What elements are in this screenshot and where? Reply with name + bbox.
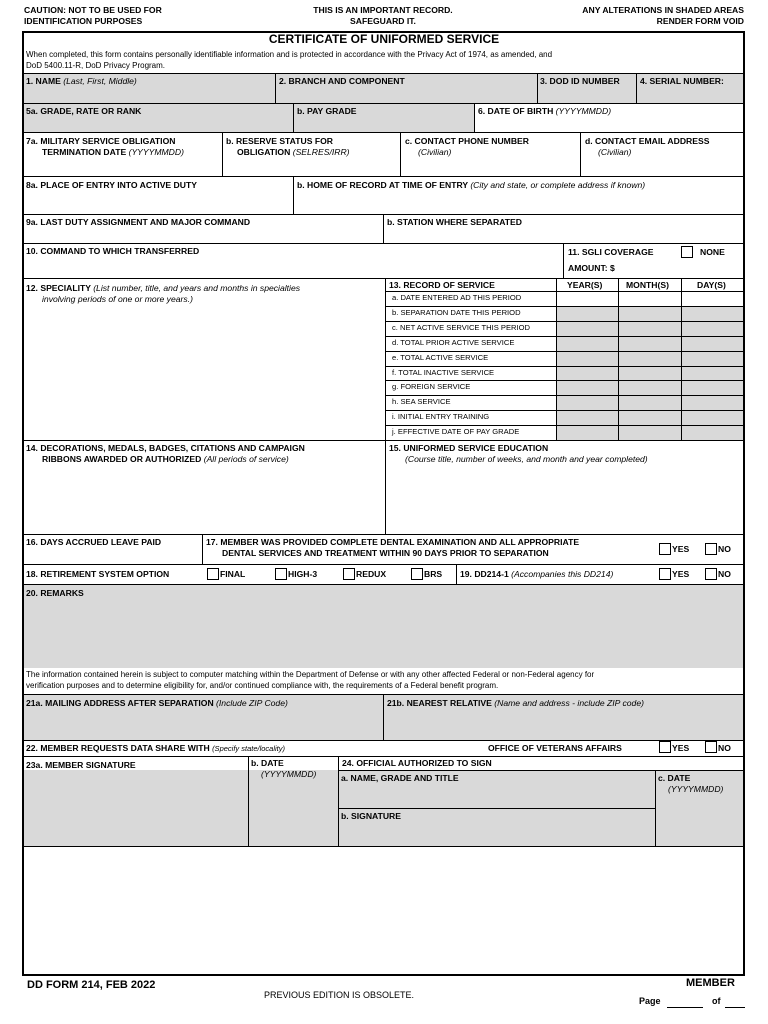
- va-no-label: NO: [718, 743, 731, 753]
- record-row-label: e. TOTAL ACTIVE SERVICE: [392, 353, 489, 362]
- remarks-label: 20. REMARKS: [26, 588, 84, 598]
- grade-label: 5a. GRADE, RATE OR RANK: [26, 106, 142, 116]
- member-date-label: b. DATE (YYYYMMDD): [251, 758, 317, 779]
- obligation-label: 7a. MILITARY SERVICE OBLIGATION TERMINATION DATE (YYYYMMDD): [26, 136, 184, 157]
- matching-notice-2: verification purposes and to determine eligibility for, and/or continued compliance with, the requirements of a Federal benefit program.: [26, 681, 499, 690]
- pay-grade-label: b. PAY GRADE: [297, 106, 357, 116]
- va-yes-checkbox[interactable]: [659, 741, 671, 753]
- record-row-divider: [386, 425, 744, 426]
- record-row-label: j. EFFECTIVE DATE OF PAY GRADE: [392, 427, 520, 436]
- dd214-1-yes-checkbox[interactable]: [659, 568, 671, 580]
- record-row-divider: [386, 410, 744, 411]
- record-row-label: b. SEPARATION DATE THIS PERIOD: [392, 308, 521, 317]
- record-row-divider: [386, 366, 744, 367]
- of-label: of: [712, 996, 721, 1006]
- redux-label: REDUX: [356, 569, 387, 579]
- col-years: YEAR(S): [567, 280, 603, 290]
- record-row-divider: [386, 351, 744, 352]
- col-months: MONTH(S): [626, 280, 669, 290]
- form-frame: [22, 31, 745, 976]
- final-checkbox[interactable]: [207, 568, 219, 580]
- mailing-address-label: 21a. MAILING ADDRESS AFTER SEPARATION (Include ZIP Code): [26, 698, 288, 708]
- official-name-label: a. NAME, GRADE AND TITLE: [341, 773, 459, 783]
- dd214-1-no-checkbox[interactable]: [705, 568, 717, 580]
- record-row-label: d. TOTAL PRIOR ACTIVE SERVICE: [392, 338, 515, 347]
- official-date-label: c. DATE (YYYYMMDD): [658, 773, 724, 794]
- dd214-1-no-label: NO: [718, 569, 731, 579]
- leave-paid-label: 16. DAYS ACCRUED LEAVE PAID: [26, 537, 162, 547]
- page-label: Page: [639, 996, 661, 1006]
- record-row-label: h. SEA SERVICE: [392, 397, 451, 406]
- redux-checkbox[interactable]: [343, 568, 355, 580]
- page-number-blank[interactable]: [667, 1007, 703, 1008]
- high3-checkbox[interactable]: [275, 568, 287, 580]
- nearest-relative-label: 21b. NEAREST RELATIVE (Name and address - include ZIP code): [387, 698, 644, 708]
- sgli-none-checkbox[interactable]: [681, 246, 693, 258]
- alterations-note: ANY ALTERATIONS IN SHADED AREAS RENDER FORM VOID: [582, 5, 744, 26]
- record-row-label: c. NET ACTIVE SERVICE THIS PERIOD: [392, 323, 530, 332]
- dental-yes-checkbox[interactable]: [659, 543, 671, 555]
- decorations-label: 14. DECORATIONS, MEDALS, BADGES, CITATIONS AND CAMPAIGN RIBBONS AWARDED OR AUTHORIZED (All periods of service): [26, 443, 305, 464]
- sgli-label: 11. SGLI COVERAGE: [568, 247, 654, 257]
- copy-designation: MEMBER: [686, 977, 735, 989]
- dod-id-label: 3. DOD ID NUMBER: [540, 76, 620, 86]
- veterans-affairs-label: OFFICE OF VETERANS AFFAIRS: [488, 743, 622, 753]
- va-no-checkbox[interactable]: [705, 741, 717, 753]
- va-yes-label: YES: [672, 743, 690, 753]
- brs-label: BRS: [424, 569, 443, 579]
- name-label: 1. NAME (Last, First, Middle): [26, 76, 137, 86]
- brs-checkbox[interactable]: [411, 568, 423, 580]
- matching-notice-1: The information contained herein is subject to computer matching within the Department of Defense or with any other affected Federal or non-Federal agency for: [26, 670, 595, 679]
- record-row-divider: [386, 395, 744, 396]
- member-signature-label: 23a. MEMBER SIGNATURE: [26, 760, 136, 770]
- command-transferred-label: 10. COMMAND TO WHICH TRANSFERRED: [26, 246, 200, 256]
- record-of-service-label: 13. RECORD OF SERVICE: [389, 280, 495, 290]
- privacy-line-2: DoD 5400.11-R, DoD Privacy Program.: [26, 61, 166, 70]
- record-row-divider: [386, 336, 744, 337]
- caution-note: CAUTION: NOT TO BE USED FOR IDENTIFICATION PURPOSES: [24, 5, 162, 26]
- email-label: d. CONTACT EMAIL ADDRESS (Civilian): [585, 136, 710, 157]
- privacy-line-1: When completed, this form contains personally identifiable information and is protected in accordance with the Privacy Act of 1974, as amended, and: [26, 50, 553, 59]
- record-row-label: f. TOTAL INACTIVE SERVICE: [392, 368, 495, 377]
- record-row-label: a. DATE ENTERED AD THIS PERIOD: [392, 293, 522, 302]
- high3-label: HIGH-3: [288, 569, 318, 579]
- reserve-status-label: b. RESERVE STATUS FOR OBLIGATION (SELRES/IRR): [226, 136, 350, 157]
- record-row-divider: [386, 321, 744, 322]
- obsolete-note: PREVIOUS EDITION IS OBSOLETE.: [264, 990, 415, 1000]
- branch-label: 2. BRANCH AND COMPONENT: [279, 76, 405, 86]
- dental-yes-label: YES: [672, 544, 690, 554]
- education-label: 15. UNIFORMED SERVICE EDUCATION (Course title, number of weeks, and month and year completed): [389, 443, 648, 464]
- phone-label: c. CONTACT PHONE NUMBER (Civilian): [405, 136, 529, 157]
- date-of-birth-label: 6. DATE OF BIRTH (YYYYMMDD): [478, 106, 612, 116]
- record-row-divider: [386, 291, 744, 292]
- form-title: CERTIFICATE OF UNIFORMED SERVICE: [268, 32, 500, 46]
- place-of-entry-label: 8a. PLACE OF ENTRY INTO ACTIVE DUTY: [26, 180, 197, 190]
- dd214-1-yes-label: YES: [672, 569, 690, 579]
- speciality-label: 12. SPECIALITY (List number, title, and years and months in specialties involving periods of one or more years.): [26, 283, 301, 304]
- page-total-blank[interactable]: [725, 1007, 745, 1008]
- record-row-label: i. INITIAL ENTRY TRAINING: [392, 412, 490, 421]
- record-row-label: g. FOREIGN SERVICE: [392, 382, 471, 391]
- final-label: FINAL: [220, 569, 246, 579]
- form-id: DD FORM 214, FEB 2022: [27, 979, 156, 991]
- sgli-amount-label: AMOUNT: $: [568, 263, 615, 273]
- data-share-label: 22. MEMBER REQUESTS DATA SHARE WITH (Specify state/locality): [26, 743, 286, 753]
- retirement-label: 18. RETIREMENT SYSTEM OPTION: [26, 569, 170, 579]
- dental-no-label: NO: [718, 544, 731, 554]
- record-row-divider: [386, 306, 744, 307]
- station-separated-label: b. STATION WHERE SEPARATED: [387, 217, 522, 227]
- official-signature-label: b. SIGNATURE: [341, 811, 401, 821]
- col-days: DAY(S): [697, 280, 726, 290]
- dental-no-checkbox[interactable]: [705, 543, 717, 555]
- record-row-divider: [386, 380, 744, 381]
- last-duty-label: 9a. LAST DUTY ASSIGNMENT AND MAJOR COMMAND: [26, 217, 251, 227]
- important-note: THIS IS AN IMPORTANT RECORD. SAFEGUARD IT.: [313, 5, 453, 26]
- home-of-record-label: b. HOME OF RECORD AT TIME OF ENTRY (City and state, or complete address if known): [297, 180, 646, 190]
- serial-number-label: 4. SERIAL NUMBER:: [640, 76, 724, 86]
- official-label: 24. OFFICIAL AUTHORIZED TO SIGN: [342, 758, 492, 768]
- dd214-1-label: 19. DD214-1 (Accompanies this DD214): [460, 569, 614, 579]
- dental-label: 17. MEMBER WAS PROVIDED COMPLETE DENTAL EXAMINATION AND ALL APPROPRIATE DENTAL SERVICES AND TREATMENT WITHIN 90 DAYS PRIOR TO SEPARATION: [206, 537, 580, 558]
- sgli-none-label: NONE: [700, 247, 725, 257]
